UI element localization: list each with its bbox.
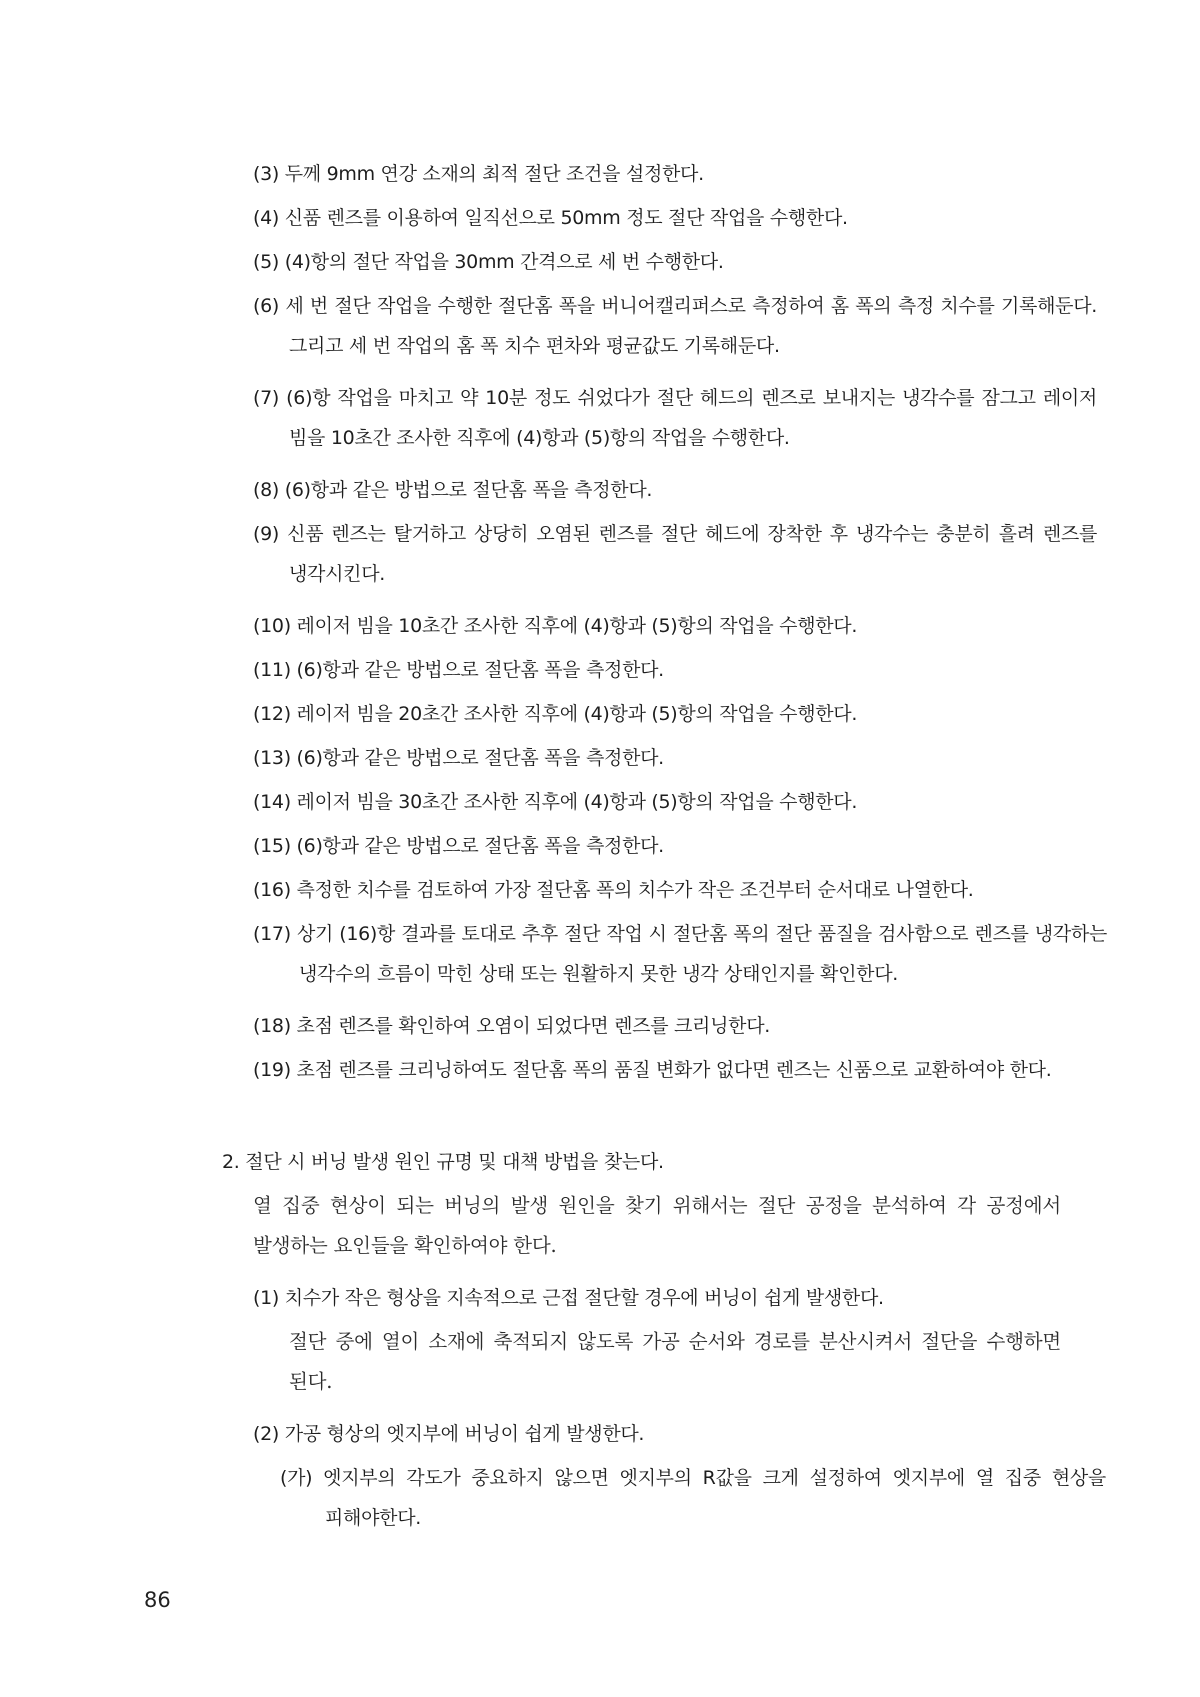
section-2-item-1: (1) 치수가 작은 형상을 지속적으로 근접 절단할 경우에 버닝이 쉽게 발생한다. [253,1287,884,1309]
step-7: (7) (6)항 작업을 마치고 약 10분 정도 쉬었다가 절단 헤드의 렌즈로 보내지는 냉각수를 잠그고 레이저 빔을 10초간 조사한 직후에 (4)항과 (5)항의 작업을 수행한다. [253,387,1097,449]
step-19: (19) 초점 렌즈를 크리닝하여도 절단홈 폭의 품질 변화가 없다면 렌즈는 신품으로 교환하여야 한다. [253,1059,1052,1081]
section-2-item-2: (2) 가공 형상의 엣지부에 버닝이 쉽게 발생한다. [253,1423,645,1445]
step-9: (9) 신품 렌즈는 탈거하고 상당히 오염된 렌즈를 절단 헤드에 장착한 후 냉각수는 충분히 흘려 렌즈를 냉각시킨다. [253,523,1097,585]
section-2-heading: 2. 절단 시 버닝 발생 원인 규명 및 대책 방법을 찾는다. [222,1151,664,1173]
step-16: (16) 측정한 치수를 검토하여 가장 절단홈 폭의 치수가 작은 조건부터 순서대로 나열한다. [253,879,974,901]
step-17: (17) 상기 (16)항 결과를 토대로 추후 절단 작업 시 절단홈 폭의 절단 품질을 검사함으로 렌즈를 냉각하는 냉각수의 흐름이 막힌 상태 또는 원활하지 못한 냉각 상태인지를 확인한다. [253,923,1107,985]
step-13: (13) (6)항과 같은 방법으로 절단홈 폭을 측정한다. [253,747,664,769]
step-4: (4) 신품 렌즈를 이용하여 일직선으로 50mm 정도 절단 작업을 수행한다. [253,207,848,229]
step-10: (10) 레이저 빔을 10초간 조사한 직후에 (4)항과 (5)항의 작업을 수행한다. [253,615,858,637]
step-11: (11) (6)항과 같은 방법으로 절단홈 폭을 측정한다. [253,659,664,681]
step-5: (5) (4)항의 절단 작업을 30mm 간격으로 세 번 수행한다. [253,251,724,273]
section-2-intro: 열 집중 현상이 되는 버닝의 발생 원인을 찾기 위해서는 절단 공정을 분석하여 각 공정에서 발생하는 요인들을 확인하여야 한다. [253,1194,1061,1257]
section-2-item-1-desc: 절단 중에 열이 소재에 축적되지 않도록 가공 순서와 경로를 분산시켜서 절단을 수행하면 된다. [289,1330,1061,1393]
step-14: (14) 레이저 빔을 30초간 조사한 직후에 (4)항과 (5)항의 작업을 수행한다. [253,791,858,813]
step-18: (18) 초점 렌즈를 확인하여 오염이 되었다면 렌즈를 크리닝한다. [253,1015,771,1037]
step-6: (6) 세 번 절단 작업을 수행한 절단홈 폭을 버니어캘리퍼스로 측정하여 홈 폭의 측정 치수를 기록해둔다. 그리고 세 번 작업의 홈 폭 치수 편차와 평균값도 기록해둔다. [253,295,1097,357]
section-2-item-2-sub: (가) 엣지부의 각도가 중요하지 않으면 엣지부의 R값을 크게 설정하여 엣지부에 열 집중 현상을 피해야한다. [280,1467,1106,1529]
page-number: 86 [144,1588,171,1612]
step-3: (3) 두께 9mm 연강 소재의 최적 절단 조건을 설정한다. [253,163,704,185]
step-12: (12) 레이저 빔을 20초간 조사한 직후에 (4)항과 (5)항의 작업을 수행한다. [253,703,858,725]
step-15: (15) (6)항과 같은 방법으로 절단홈 폭을 측정한다. [253,835,664,857]
step-8: (8) (6)항과 같은 방법으로 절단홈 폭을 측정한다. [253,479,653,501]
